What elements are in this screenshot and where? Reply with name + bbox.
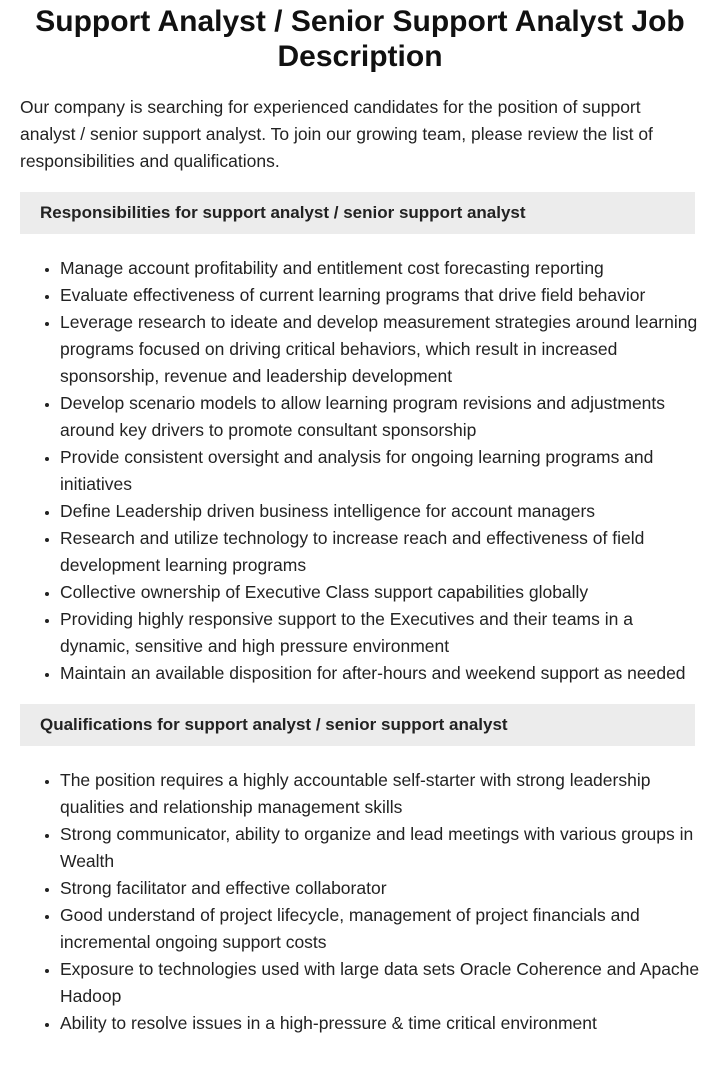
list-item: • Good understand of project lifecycle, management of project financials and incremental ongoing support costs — [60, 902, 700, 956]
list-item: • Exposure to technologies used with large data sets Oracle Coherence and Apache Hadoop — [60, 956, 700, 1010]
list-item: • Providing highly responsive support to the Executives and their teams in a dynamic, sensitive and high pressure environment — [60, 606, 700, 660]
list-item: • Strong communicator, ability to organize and lead meetings with various groups in Wealth — [60, 821, 700, 875]
list-item: • Provide consistent oversight and analysis for ongoing learning programs and initiatives — [60, 444, 700, 498]
list-item: • Strong facilitator and effective collaborator — [60, 875, 700, 902]
responsibilities-heading: Responsibilities for support analyst / senior support analyst — [20, 192, 695, 234]
page-title: Support Analyst / Senior Support Analyst Job Description — [35, 5, 685, 73]
list-item: • Manage account profitability and entitlement cost forecasting reporting — [60, 255, 700, 282]
qualifications-heading: Qualifications for support analyst / senior support analyst — [20, 704, 695, 746]
list-item: • Collective ownership of Executive Class support capabilities globally — [60, 579, 700, 606]
list-item: • Leverage research to ideate and develop measurement strategies around learning programs focused on driving critical behaviors, which result in increased sponsorship, revenue and leadership development — [60, 309, 700, 390]
list-item: • Ability to resolve issues in a high-pressure & time critical environment — [60, 1010, 700, 1037]
intro-paragraph: Our company is searching for experienced candidates for the position of support analyst / senior support analyst. To join our growing team, please review the list of responsibilities and qualifications. — [20, 97, 653, 171]
list-item: • The position requires a highly accountable self-starter with strong leadership qualities and relationship management skills — [60, 767, 700, 821]
responsibilities-list — [0, 255, 700, 687]
qualifications-list — [0, 767, 700, 1037]
list-item: • Research and utilize technology to increase reach and effectiveness of field development learning programs — [60, 525, 700, 579]
list-item: • Maintain an available disposition for after-hours and weekend support as needed — [60, 660, 700, 687]
list-item: • Define Leadership driven business intelligence for account managers — [60, 498, 700, 525]
list-item: • Develop scenario models to allow learning program revisions and adjustments around key drivers to promote consultant sponsorship — [60, 390, 700, 444]
list-item: • Evaluate effectiveness of current learning programs that drive field behavior — [60, 282, 700, 309]
